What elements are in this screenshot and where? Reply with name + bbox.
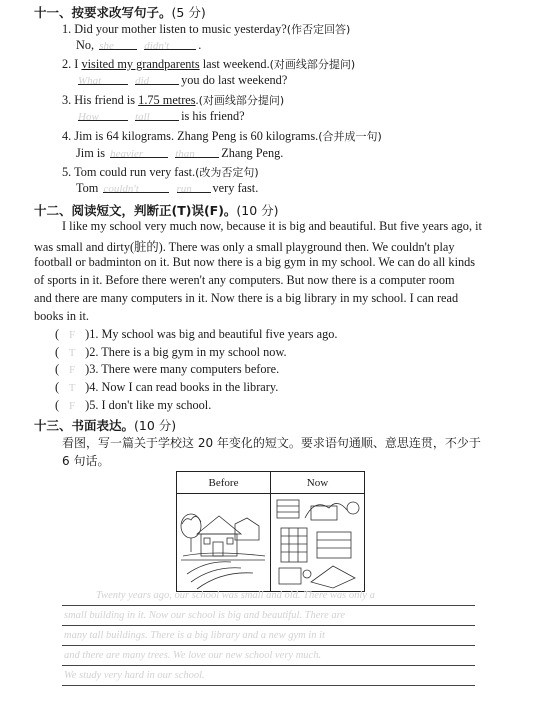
a11-1-end: . [198, 38, 202, 52]
now-panel [271, 472, 364, 591]
answer-blank[interactable] [175, 146, 219, 158]
a11-1-prefix: No, [76, 38, 95, 52]
ghost-answer: she [99, 40, 114, 52]
answer-blank[interactable] [99, 38, 137, 50]
section-12-heading [34, 201, 279, 219]
ghost-answer: many tall buildings. There is a big library and a new gym in it [64, 630, 325, 641]
ghost-answer: Twenty years ago, our school was small and old. There was only a [96, 590, 375, 601]
ghost-answer: didn't [144, 40, 170, 52]
q11-2 [62, 56, 355, 72]
answer-blank[interactable] [103, 181, 169, 193]
ghost-answer: heavier [110, 148, 144, 160]
passage-line: books in it. [34, 309, 89, 323]
q11-5-note: (改为否定句) [195, 166, 259, 179]
q11-2-underlined: visited my grandparents [81, 57, 200, 71]
ghost-answer: run [176, 183, 192, 195]
answer-blank[interactable] [78, 109, 128, 121]
writing-line[interactable] [62, 605, 475, 606]
ghost-answer: T [68, 347, 76, 359]
answer-blank[interactable] [135, 109, 179, 121]
q11-1 [62, 21, 350, 37]
before-label: Before [208, 477, 239, 489]
section-11-heading [34, 3, 206, 21]
a11-5-end: very fast. [212, 181, 259, 195]
passage-line: football or badminton on it. But now there is a big gym in my school. We can do all kinds [34, 255, 476, 269]
a11-1 [76, 38, 201, 53]
before-panel [177, 472, 271, 591]
q11-3-post: . [195, 93, 199, 107]
q11-3-underlined: 1.75 metres [138, 93, 196, 107]
section-11-title: 十一、按要求改写句子。 [34, 5, 172, 20]
ghost-answer: tall [135, 111, 150, 123]
a11-3-end: is his friend? [181, 109, 245, 123]
ghost-answer: How [78, 111, 99, 123]
judgment-text: )1. My school was big and beautiful five years ago. [85, 327, 338, 341]
ghost-answer: What [78, 75, 102, 87]
q11-2-post: last weekend. [199, 57, 270, 71]
writing-line[interactable] [62, 625, 475, 626]
q11-1-note: (作否定回答) [286, 23, 351, 36]
new-school-drawing [271, 494, 364, 590]
ghost-answer: T [68, 382, 76, 394]
now-label: Now [306, 477, 329, 489]
passage-line: I like my school very much now, because it is big and beautiful. But five years ago, it [62, 219, 482, 233]
ghost-answer: did [135, 75, 150, 87]
a11-4-prefix: Jim is [76, 146, 106, 160]
answer-blank[interactable] [78, 73, 128, 85]
judgment-text: )3. There were many computers before. [85, 362, 280, 376]
judgment-text: )4. Now I can read books in the library. [85, 380, 279, 394]
section-13-title: 十三、书面表达。 [34, 418, 135, 433]
ghost-answer: F [69, 400, 76, 412]
judgment-text: )5. I don't like my school. [85, 398, 212, 412]
q11-4-note: (合并成一句) [318, 130, 382, 143]
q11-3 [62, 92, 284, 108]
passage-line: was small and dirty(脏的). There was only a small playground then. We couldn't play [34, 240, 455, 254]
passage-line: of sports in it. Before there weren't any computers. But now there is a computer room [34, 273, 455, 287]
answer-blank[interactable] [135, 73, 179, 85]
answer-blank[interactable] [177, 181, 211, 193]
q11-1-text: 1. Did your mother listen to music yesterday? [62, 22, 287, 36]
answer-blank[interactable] [144, 38, 196, 50]
ghost-answer: small building in it. Now our school is big and beautiful. There are [64, 610, 345, 621]
ghost-answer: F [69, 329, 76, 341]
writing-line[interactable] [62, 645, 475, 646]
old-school-drawing [177, 494, 270, 590]
answer-blank[interactable] [110, 146, 168, 158]
q11-3-note: (对画线部分提问) [198, 94, 285, 107]
writing-prompt-line2: 6 句话。 [62, 454, 110, 468]
ghost-answer: F [69, 364, 76, 376]
q11-5 [62, 164, 259, 180]
section-12-score: (10 分) [236, 203, 279, 218]
q11-3-pre: 3. His friend is [62, 93, 139, 107]
q11-4 [62, 128, 382, 144]
judgment-item[interactable]: ( F )1. My school was big and beautiful five years ago. [55, 327, 338, 341]
a11-4-end: Zhang Peng. [221, 146, 284, 160]
ghost-answer: and there are many trees. We love our new school very much. [64, 650, 322, 661]
q11-2-note: (对画线部分提问) [269, 58, 356, 71]
ghost-answer: than [175, 148, 195, 160]
writing-line[interactable] [62, 665, 475, 666]
section-13-heading [34, 416, 176, 434]
a11-2-end: you do last weekend? [181, 73, 288, 87]
judgment-text: )2. There is a big gym in my school now. [85, 345, 287, 359]
section-13-score: (10 分) [134, 418, 177, 433]
section-12-title: 十二、阅读短文，判断正(T)误(F)。 [34, 203, 237, 218]
writing-prompt-line1: 看图，写一篇关于学校这 20 年变化的短文。要求语句通顺、意思连贯，不少于 [62, 436, 481, 450]
judgment-item[interactable]: ( T )2. There is a big gym in my school now. [55, 345, 287, 359]
judgment-item[interactable]: ( F )5. I don't like my school. [55, 398, 212, 412]
a11-2 [76, 73, 287, 88]
passage-line: and there are many computers in it. Now there is a big library in my school. I can read [34, 291, 459, 305]
writing-line[interactable] [62, 685, 475, 686]
ghost-answer: We study very hard in our school. [64, 670, 205, 681]
a11-5 [76, 181, 258, 196]
judgment-item[interactable]: ( T )4. Now I can read books in the library. [55, 380, 279, 394]
ghost-answer: couldn't [103, 183, 139, 195]
a11-3 [76, 109, 245, 124]
judgment-item[interactable]: ( F )3. There were many computers before. [55, 362, 280, 376]
section-11-score: (5 分) [171, 5, 206, 20]
a11-4 [76, 146, 283, 161]
a11-5-prefix: Tom [76, 181, 99, 195]
before-now-picture [176, 471, 365, 592]
q11-5-text: 5. Tom could run very fast. [62, 165, 196, 179]
q11-4-text: 4. Jim is 64 kilograms. Zhang Peng is 60 kilograms. [62, 129, 319, 143]
q11-2-pre: 2. I [62, 57, 82, 71]
